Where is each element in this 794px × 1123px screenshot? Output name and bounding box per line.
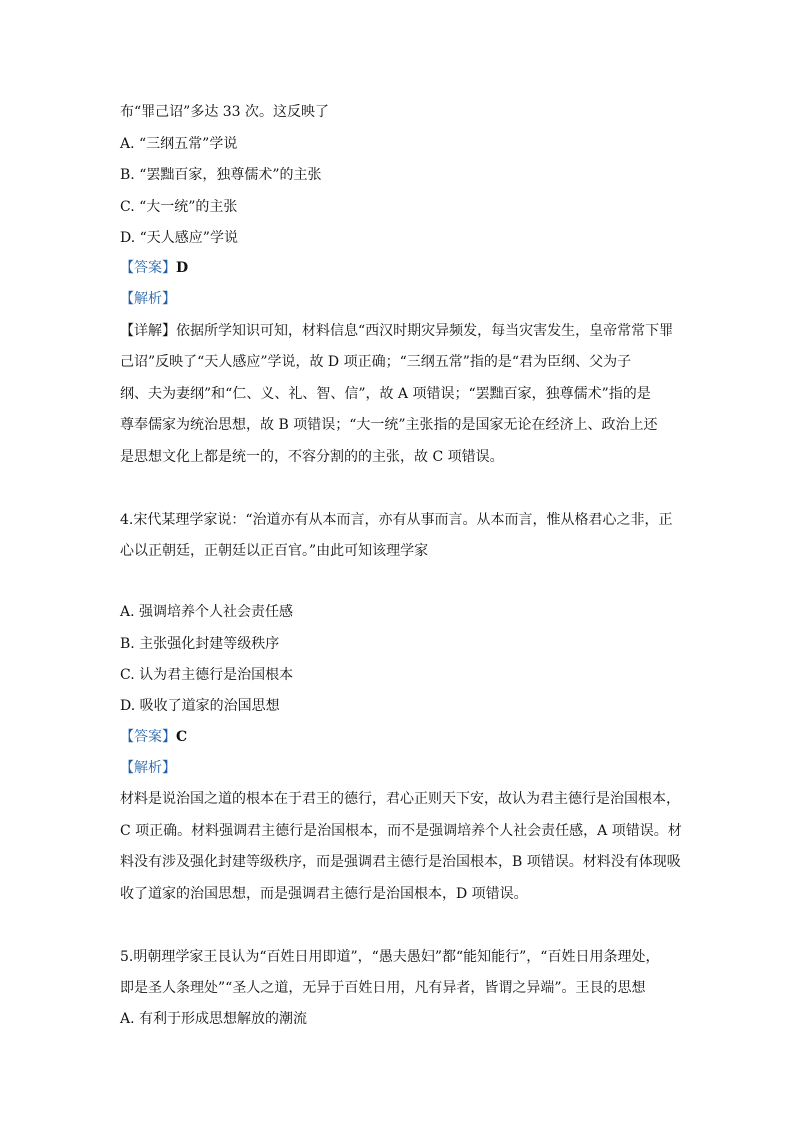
q4-answer xyxy=(120,728,676,746)
q3-analysis-line-1: 【详解】依据所学知识可知，材料信息“西汉时期灾异频发，每当灾害发生，皇帝常常下罪 xyxy=(120,323,674,339)
q3-analysis-line-5: 是思想文化上都是统一的，不容分割的的主张，故 C 项错误。 xyxy=(120,449,504,465)
q3-option-a: A. “三纲五常”学说 xyxy=(120,136,238,152)
q4-option-a: A. 强调培养个人社会责任感 xyxy=(120,604,294,620)
q4-answer-label: 【答案】 xyxy=(120,729,176,745)
q4-analysis-label: 【解析】 xyxy=(120,760,176,776)
q3-analysis-line-3: 纲、夫为妻纲”和“仁、义、礼、智、信”，故 A 项错误；“罢黜百家，独尊儒术”指的是 xyxy=(120,386,651,402)
q3-analysis-line-4: 尊奉儒家为统治思想，故 B 项错误；“大一统”主张指的是国家无论在经济上、政治上还 xyxy=(120,417,658,433)
q4-analysis-line-1: 材料是说治国之道的根本在于君王的德行，君心正则天下安，故认为君主德行是治国根本， xyxy=(120,791,680,807)
q3-option-d: D. “天人感应”学说 xyxy=(120,230,238,246)
q3-stem-tail: 布“罪己诏”多达 33 次。这反映了 xyxy=(120,104,330,120)
q4-option-b: B. 主张强化封建等级秩序 xyxy=(120,636,280,652)
q4-answer-value: C xyxy=(176,729,188,745)
q5-stem-line-1: 5.明朝理学家王艮认为“百姓日用即道”，“愚夫愚妇”都“能知能行”，“百姓日用条理处， xyxy=(120,949,660,965)
q4-option-d: D. 吸收了道家的治国思想 xyxy=(120,698,280,714)
q4-stem-line-2: 心以正朝廷，正朝廷以正百官。”由此可知该理学家 xyxy=(120,543,429,559)
q3-answer xyxy=(120,259,676,277)
q3-analysis-label: 【解析】 xyxy=(120,291,176,307)
q5-stem-line-2: 即是圣人条理处”“圣人之道，无异于百姓日用，凡有异者，皆谓之异端”。王艮的思想 xyxy=(120,980,646,996)
q4-stem-line-1: 4.宋代某理学家说：“治道亦有从本而言，亦有从事而言。从本而言，惟从格君心之非，正 xyxy=(120,512,673,528)
q4-analysis-line-3: 料没有涉及强化封建等级秩序，而是强调君主德行是治国根本，B 项错误。材料没有体现吸 xyxy=(120,854,681,870)
q3-answer-value: D xyxy=(176,260,189,276)
q3-option-c: C. “大一统”的主张 xyxy=(120,199,238,215)
q3-answer-label: 【答案】 xyxy=(120,260,176,276)
q3-analysis-line-2: 己诏”反映了“天人感应”学说，故 D 项正确；“三纲五常”指的是“君为臣纲、父为子 xyxy=(120,354,632,370)
q4-analysis-line-2: C 项正确。材料强调君主德行是治国根本，而不是强调培养个人社会责任感，A 项错误。材 xyxy=(120,823,682,839)
q4-option-c: C. 认为君主德行是治国根本 xyxy=(120,667,294,683)
q3-option-b: B. “罢黜百家，独尊儒术”的主张 xyxy=(120,167,322,183)
q4-analysis-line-4: 收了道家的治国思想，而是强调君主德行是治国根本，D 项错误。 xyxy=(120,886,528,902)
q5-option-a: A. 有利于形成思想解放的潮流 xyxy=(120,1011,308,1027)
